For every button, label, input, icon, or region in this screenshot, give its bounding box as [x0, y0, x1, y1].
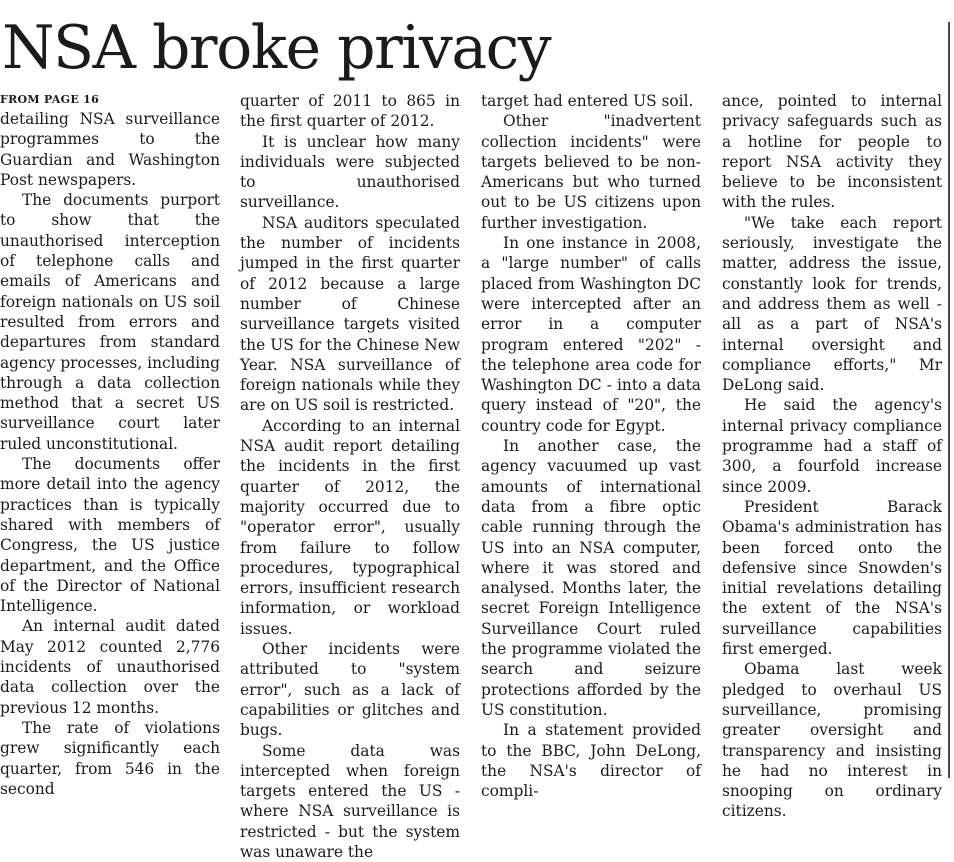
- paragraph: Other incidents were attributed to "system error", such as a lack of capabilities or glitches and bugs.: [240, 639, 460, 740]
- article-column-4: [722, 91, 942, 822]
- article-column-2: [240, 91, 460, 862]
- paragraph: An internal audit dated May 2012 counted 2,776 incidents of unauthorised data collection over the previous 12 months.: [0, 616, 220, 717]
- paragraph: quarter of 2011 to 865 in the first quarter of 2012.: [240, 91, 460, 132]
- paragraph: President Barack Obama's administration has been forced onto the defensive since Snowden's initial revelations detailing the extent of the NSA's surveillance capabilities first emerged.: [722, 497, 942, 659]
- paragraph: Other "inadvertent collection incidents" were targets believed to be non-Americans but who turned out to be US citizens upon further investigation.: [481, 111, 701, 233]
- continued-from-label: FROM PAGE 16: [0, 91, 220, 109]
- paragraph: It is unclear how many individuals were subjected to unauthorised surveillance.: [240, 132, 460, 213]
- headline: NSA broke privacy: [2, 12, 550, 84]
- paragraph: The rate of violations grew significantly each quarter, from 546 in the second: [0, 718, 220, 799]
- paragraph: The documents purport to show that the unauthorised interception of telephone calls and emails of Americans and foreign nationals on US soil resulted from errors and departures from standard agency processes, including through a data collection method that a secret US surveillance court later ruled unconstitutional.: [0, 190, 220, 454]
- paragraph: ance, pointed to internal privacy safeguards such as a hotline for people to report NSA activity they believe to be inconsistent with the rules.: [722, 91, 942, 213]
- paragraph: "We take each report seriously, investigate the matter, address the issue, constantly look for trends, and address them as well - all as a part of NSA's internal oversight and compliance efforts," Mr DeLong said.: [722, 213, 942, 396]
- article-column-3: [481, 91, 701, 801]
- paragraph: In another case, the agency vacuumed up vast amounts of international data from a fibre optic cable running through the US into an NSA computer, where it was stored and analysed. Months later, the secret Foreign Intelligence Surveillance Court ruled the programme violated the search and seizure protections afforded by the US constitution.: [481, 436, 701, 720]
- paragraph: He said the agency's internal privacy compliance programme had a staff of 300, a fourfold increase since 2009.: [722, 395, 942, 496]
- paragraph: According to an internal NSA audit report detailing the incidents in the first quarter of 2012, the majority occurred due to "operator error", usually from failure to follow procedures, typographical errors, insufficient research information, or workload issues.: [240, 416, 460, 639]
- column-rule: [948, 22, 950, 778]
- paragraph: In a statement provided to the BBC, John DeLong, the NSA's director of compli-: [481, 720, 701, 801]
- paragraph: target had entered US soil.: [481, 91, 701, 111]
- paragraph: Some data was intercepted when foreign targets entered the US - where NSA surveillance is restricted - but the system was unaware the: [240, 741, 460, 862]
- article-column-1: [0, 91, 220, 799]
- paragraph: detailing NSA surveillance programmes to the Guardian and Washington Post newspapers.: [0, 109, 220, 190]
- paragraph: The documents offer more detail into the agency practices than is typically shared with members of Congress, the US justice department, and the Office of the Director of National Intelligence.: [0, 454, 220, 616]
- paragraph: NSA auditors speculated the number of incidents jumped in the first quarter of 2012 because a large number of Chinese surveillance targets visited the US for the Chinese New Year. NSA surveillance of foreign nationals while they are on US soil is restricted.: [240, 213, 460, 416]
- paragraph: In one instance in 2008, a "large number" of calls placed from Washington DC were intercepted after an error in a computer program entered "202" - the telephone area code for Washington DC - into a data query instead of "20", the country code for Egypt.: [481, 233, 701, 436]
- paragraph: Obama last week pledged to overhaul US surveillance, promising greater oversight and transparency and insisting he had no interest in snooping on ordinary citizens.: [722, 659, 942, 821]
